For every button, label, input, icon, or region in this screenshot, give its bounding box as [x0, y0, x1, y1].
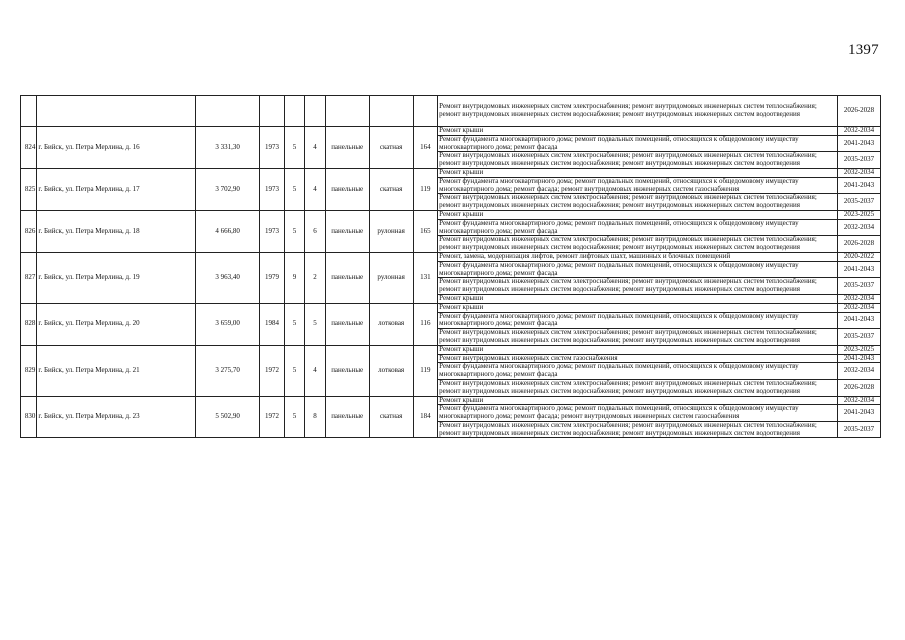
- residents-cell: 131: [413, 252, 438, 303]
- work-period-cell: 2020-2022: [837, 252, 880, 261]
- work-period-cell: 2035-2037: [837, 329, 880, 346]
- row-number-cell: 828: [21, 303, 37, 345]
- roof-cell: лотковая: [369, 303, 413, 345]
- work-description-cell: Ремонт внутридомовых инженерных систем электроснабжения; ремонт внутридомовых инженерных систем теплоснабжения; ремонт внутридомовых инженерных систем водоснабжения; ремонт внутридомовых инженерных систем водоотведения: [438, 329, 838, 346]
- work-description-cell: Ремонт внутридомовых инженерных систем электроснабжения; ремонт внутридомовых инженерных систем теплоснабжения; ремонт внутридомовых инженерных систем водоснабжения; ремонт внутридомовых инженерных систем водоотведения: [438, 152, 838, 169]
- floors-cell: 9: [284, 252, 304, 303]
- area-cell: 3 659,00: [195, 303, 259, 345]
- area-cell: 5 502,90: [195, 396, 259, 438]
- work-period-cell: 2041-2043: [837, 177, 880, 194]
- walls-cell: панельные: [325, 127, 369, 169]
- table-row: [21, 252, 881, 261]
- work-period-cell: 2026-2028: [837, 96, 880, 127]
- work-period-cell: 2032-2034: [837, 303, 880, 312]
- residents-cell: 119: [413, 345, 438, 396]
- work-description-cell: Ремонт внутридомовых инженерных систем электроснабжения; ремонт внутридомовых инженерных систем теплоснабжения; ремонт внутридомовых инженерных систем водоснабжения; ремонт внутридомовых инженерных систем водоотведения: [438, 278, 838, 295]
- roof-cell: рулонная: [369, 252, 413, 303]
- work-description-cell: Ремонт крыши: [438, 168, 838, 177]
- work-description-cell: Ремонт фундамента многоквартирного дома; ремонт подвальных помещений, относящихся к общедомовому имуществу многоквартирного дома; ремонт фасада: [438, 312, 838, 329]
- area-cell: 3 331,30: [195, 127, 259, 169]
- work-period-cell: 2032-2034: [837, 363, 880, 380]
- work-period-cell: 2026-2028: [837, 236, 880, 253]
- table-row: [21, 96, 881, 127]
- floors-cell: [284, 96, 304, 127]
- roof-cell: лотковая: [369, 345, 413, 396]
- table-row: [21, 345, 881, 354]
- area-cell: 4 666,80: [195, 210, 259, 252]
- row-number-cell: 826: [21, 210, 37, 252]
- address-cell: г. Бийск, ул. Петра Мерлина, д. 23: [37, 396, 196, 438]
- area-cell: 3 963,40: [195, 252, 259, 303]
- work-description-cell: Ремонт внутридомовых инженерных систем электроснабжения; ремонт внутридомовых инженерных систем теплоснабжения; ремонт внутридомовых инженерных систем водоснабжения; ремонт внутридомовых инженерных систем водоотведения: [438, 236, 838, 253]
- roof-cell: [369, 96, 413, 127]
- floors-cell: 5: [284, 127, 304, 169]
- row-number-cell: 829: [21, 345, 37, 396]
- row-number-cell: 827: [21, 252, 37, 303]
- work-period-cell: 2026-2028: [837, 379, 880, 396]
- work-description-cell: Ремонт внутридомовых инженерных систем электроснабжения; ремонт внутридомовых инженерных систем теплоснабжения; ремонт внутридомовых инженерных систем водоснабжения; ремонт внутридомовых инженерных систем водоотведения: [438, 379, 838, 396]
- walls-cell: панельные: [325, 303, 369, 345]
- work-description-cell: Ремонт фундамента многоквартирного дома; ремонт подвальных помещений, относящихся к общедомовому имуществу многоквартирного дома; ремонт фасада: [438, 219, 838, 236]
- area-cell: 3 702,90: [195, 168, 259, 210]
- work-description-cell: Ремонт крыши: [438, 345, 838, 354]
- year-cell: 1979: [260, 252, 285, 303]
- work-period-cell: 2041-2043: [837, 135, 880, 152]
- row-number-cell: 830: [21, 396, 37, 438]
- work-description-cell: Ремонт фундамента многоквартирного дома; ремонт подвальных помещений, относящихся к общедомовому имуществу многоквартирного дома; ремонт фасада: [438, 363, 838, 380]
- year-cell: 1972: [260, 345, 285, 396]
- work-description-cell: Ремонт внутридомовых инженерных систем газоснабжения: [438, 354, 838, 363]
- area-cell: [195, 96, 259, 127]
- address-cell: г. Бийск, ул. Петра Мерлина, д. 20: [37, 303, 196, 345]
- work-description-cell: Ремонт фундамента многоквартирного дома; ремонт подвальных помещений, относящихся к общедомовому имуществу многоквартирного дома; ремонт фасада: [438, 135, 838, 152]
- year-cell: 1973: [260, 210, 285, 252]
- area-cell: 3 275,70: [195, 345, 259, 396]
- work-description-cell: Ремонт внутридомовых инженерных систем электроснабжения; ремонт внутридомовых инженерных систем теплоснабжения; ремонт внутридомовых инженерных систем водоснабжения; ремонт внутридомовых инженерных систем водоотведения: [438, 421, 838, 438]
- work-period-cell: 2035-2037: [837, 278, 880, 295]
- walls-cell: [325, 96, 369, 127]
- row-number-cell: [21, 96, 37, 127]
- year-cell: 1973: [260, 168, 285, 210]
- residents-cell: 184: [413, 396, 438, 438]
- work-period-cell: 2035-2037: [837, 421, 880, 438]
- work-period-cell: 2032-2034: [837, 127, 880, 136]
- work-description-cell: Ремонт крыши: [438, 294, 838, 303]
- work-period-cell: 2041-2043: [837, 354, 880, 363]
- table-row: [21, 210, 881, 219]
- work-description-cell: Ремонт, замена, модернизация лифтов, ремонт лифтовых шахт, машинных и блочных помещений: [438, 252, 838, 261]
- work-period-cell: 2032-2034: [837, 168, 880, 177]
- entrances-cell: 8: [305, 396, 325, 438]
- work-description-cell: Ремонт внутридомовых инженерных систем электроснабжения; ремонт внутридомовых инженерных систем теплоснабжения; ремонт внутридомовых инженерных систем водоснабжения; ремонт внутридомовых инженерных систем водоотведения: [438, 194, 838, 211]
- work-period-cell: 2023-2025: [837, 345, 880, 354]
- floors-cell: 5: [284, 396, 304, 438]
- walls-cell: панельные: [325, 168, 369, 210]
- entrances-cell: [305, 96, 325, 127]
- entrances-cell: 4: [305, 127, 325, 169]
- work-period-cell: 2035-2037: [837, 194, 880, 211]
- residents-cell: 119: [413, 168, 438, 210]
- walls-cell: панельные: [325, 396, 369, 438]
- floors-cell: 5: [284, 210, 304, 252]
- address-cell: г. Бийск, ул. Петра Мерлина, д. 21: [37, 345, 196, 396]
- work-description-cell: Ремонт фундамента многоквартирного дома; ремонт подвальных помещений, относящихся к общедомовому имуществу многоквартирного дома; ремонт фасада: [438, 261, 838, 278]
- residents-cell: [413, 96, 438, 127]
- work-description-cell: Ремонт фундамента многоквартирного дома; ремонт подвальных помещений, относящихся к общедомовому имуществу многоквартирного дома; ремонт фасада; ремонт внутридомовых инженерных систем газоснабжения: [438, 405, 838, 422]
- address-cell: г. Бийск, ул. Петра Мерлина, д. 18: [37, 210, 196, 252]
- floors-cell: 5: [284, 345, 304, 396]
- address-cell: г. Бийск, ул. Петра Мерлина, д. 19: [37, 252, 196, 303]
- table-row: [21, 127, 881, 136]
- address-cell: г. Бийск, ул. Петра Мерлина, д. 17: [37, 168, 196, 210]
- work-description-cell: Ремонт крыши: [438, 396, 838, 405]
- table-row: [21, 168, 881, 177]
- work-period-cell: 2023-2025: [837, 210, 880, 219]
- walls-cell: панельные: [325, 210, 369, 252]
- work-description-cell: Ремонт крыши: [438, 210, 838, 219]
- work-period-cell: 2032-2034: [837, 219, 880, 236]
- work-description-cell: Ремонт крыши: [438, 127, 838, 136]
- repair-schedule-table: [20, 95, 881, 438]
- work-period-cell: 2041-2043: [837, 312, 880, 329]
- entrances-cell: 4: [305, 168, 325, 210]
- floors-cell: 5: [284, 303, 304, 345]
- year-cell: 1973: [260, 127, 285, 169]
- walls-cell: панельные: [325, 345, 369, 396]
- roof-cell: скатная: [369, 127, 413, 169]
- work-period-cell: 2032-2034: [837, 294, 880, 303]
- roof-cell: скатная: [369, 168, 413, 210]
- work-period-cell: 2041-2043: [837, 261, 880, 278]
- table-row: [21, 396, 881, 405]
- entrances-cell: 5: [305, 303, 325, 345]
- row-number-cell: 825: [21, 168, 37, 210]
- table-body: [21, 96, 881, 438]
- residents-cell: 165: [413, 210, 438, 252]
- residents-cell: 164: [413, 127, 438, 169]
- year-cell: 1972: [260, 396, 285, 438]
- work-description-cell: Ремонт крыши: [438, 303, 838, 312]
- walls-cell: панельные: [325, 252, 369, 303]
- entrances-cell: 6: [305, 210, 325, 252]
- entrances-cell: 4: [305, 345, 325, 396]
- work-period-cell: 2032-2034: [837, 396, 880, 405]
- row-number-cell: 824: [21, 127, 37, 169]
- year-cell: [260, 96, 285, 127]
- roof-cell: рулонная: [369, 210, 413, 252]
- year-cell: 1984: [260, 303, 285, 345]
- roof-cell: скатная: [369, 396, 413, 438]
- residents-cell: 116: [413, 303, 438, 345]
- floors-cell: 5: [284, 168, 304, 210]
- work-description-cell: Ремонт фундамента многоквартирного дома; ремонт подвальных помещений, относящихся к общедомовому имуществу многоквартирного дома; ремонт фасада; ремонт внутридомовых инженерных систем газоснабжения: [438, 177, 838, 194]
- entrances-cell: 2: [305, 252, 325, 303]
- work-period-cell: 2035-2037: [837, 152, 880, 169]
- address-cell: г. Бийск, ул. Петра Мерлина, д. 16: [37, 127, 196, 169]
- work-description-cell: Ремонт внутридомовых инженерных систем электроснабжения; ремонт внутридомовых инженерных систем теплоснабжения; ремонт внутридомовых инженерных систем водоснабжения; ремонт внутридомовых инженерных систем водоотведения: [438, 96, 838, 127]
- table-row: [21, 303, 881, 312]
- address-cell: [37, 96, 196, 127]
- page-number: 1397: [848, 42, 879, 58]
- work-period-cell: 2041-2043: [837, 405, 880, 422]
